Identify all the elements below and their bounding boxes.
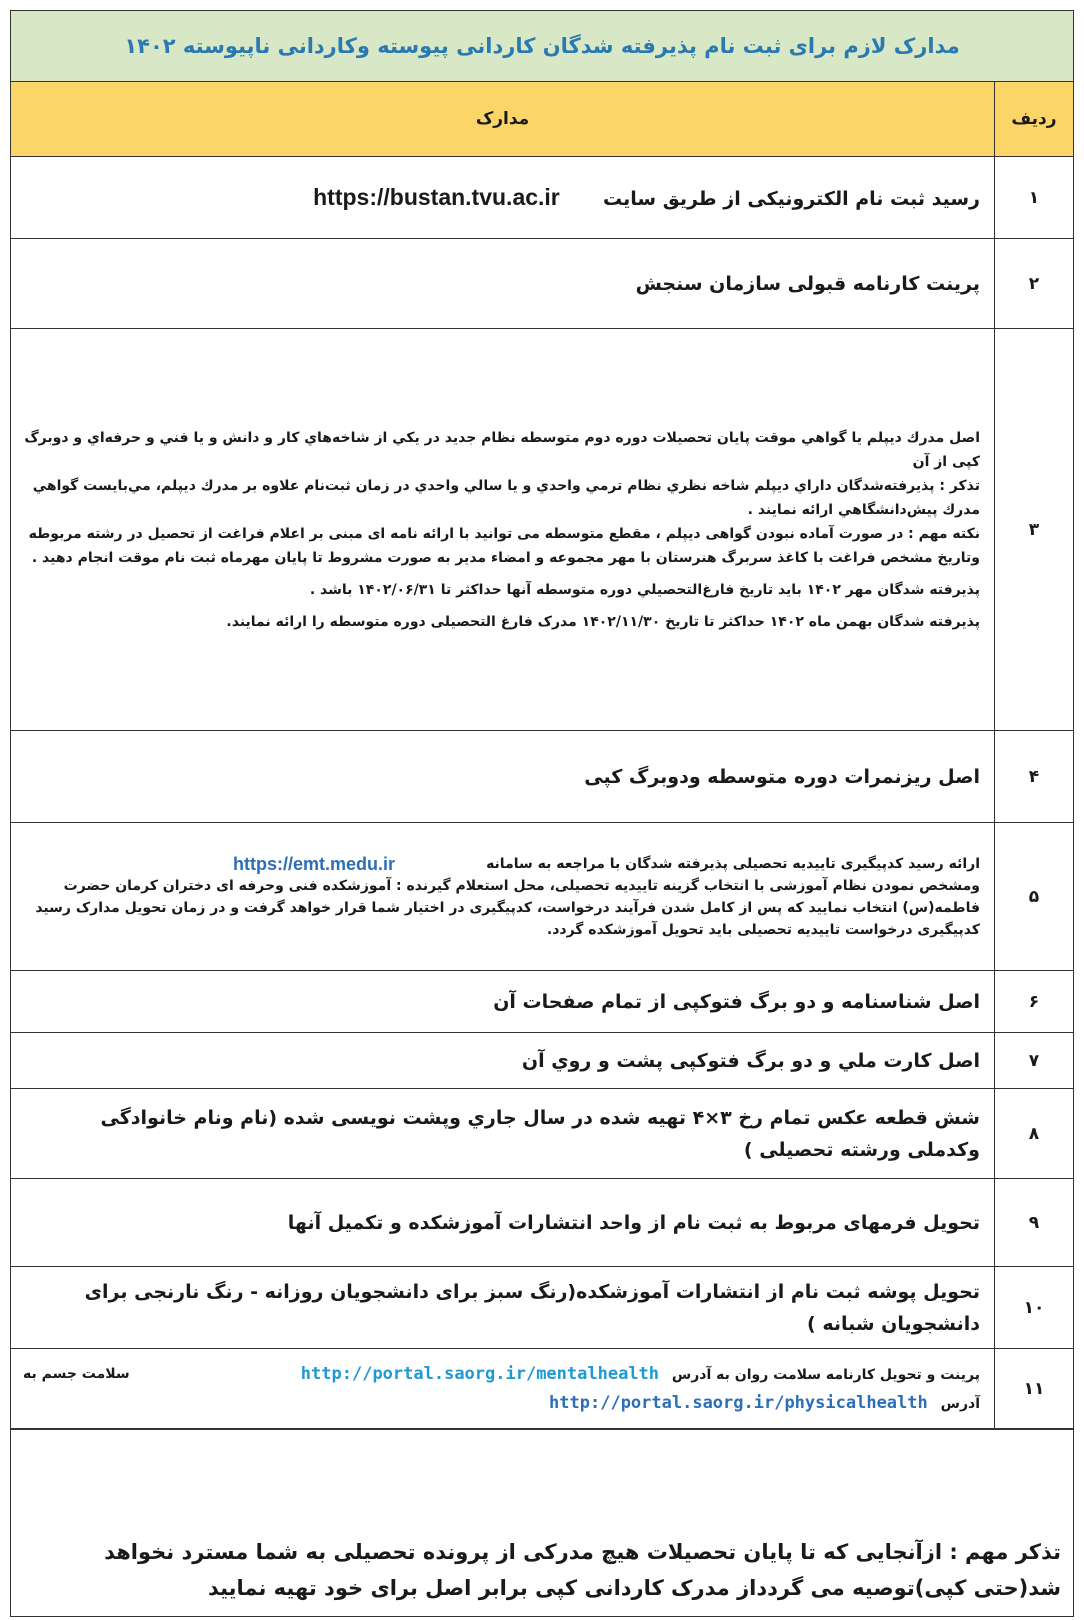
table-row xyxy=(11,1089,1073,1179)
row-text: اصل ریزنمرات دوره متوسطه ودوبرگ کپی xyxy=(11,731,995,823)
row-text: اصل شناسنامه و دو برگ فتوکپی از تمام صفحات آن xyxy=(11,971,995,1033)
table-row xyxy=(11,823,1073,971)
row-number: ۴ xyxy=(995,731,1074,823)
row-number: ۱ xyxy=(995,157,1074,239)
row-text: شش قطعه عكس تمام رخ ۳×۴ تهيه شده در سال جاري وپشت نویسی شده (نام ونام خانوادگی وکدملی ورشته تحصیلی ) xyxy=(11,1089,995,1179)
row-number: ۹ xyxy=(995,1179,1074,1267)
row-text: ارائه رسید کدپیگیری تاییدیه تحصیلی پذیرفته شدگان با مراجعه به سامانه xyxy=(486,855,980,872)
row-text: رسید ثبت نام الکترونیکی از طریق سایت xyxy=(603,188,980,210)
emt-link[interactable]: https://emt.medu.ir xyxy=(233,853,396,874)
bustan-link[interactable]: https://bustan.tvu.ac.ir xyxy=(313,184,560,210)
row-text: تحویل فرمهای مربوط به ثبت نام از واحد انتشارات آموزشکده و تکمیل آنها xyxy=(11,1179,995,1267)
row-number: ۱۱ xyxy=(995,1349,1074,1429)
table-header-row xyxy=(11,82,1073,157)
row-text: پرینت و تحویل کارنامه سلامت روان به آدرس xyxy=(671,1366,980,1383)
table-row xyxy=(11,971,1073,1033)
header-row-number: ردیف xyxy=(995,82,1074,157)
row-text: ومشخص نمودن نظام آموزشی با انتخاب گزینه تاییدیه تحصیلی، محل استعلام گیرنده : آموزشکده فنی وحرفه ای دختران کرمان حضرت فاطمه(س) انتخاب نمایید که پس از کامل شدن فرآیند درخواست، کدپیگیری در اختیار شما قرار خواهد گرفت و در زمان تحویل مدارک رسید کدپیگیری درخواست تاییدیه تحصیلی باید تحویل آموزشکده گردد. xyxy=(35,877,980,938)
row-number: ۵ xyxy=(995,823,1074,971)
document xyxy=(10,10,1074,1617)
footer-text: تذکر مهم : ازآنجایی که تا پایان تحصیلات هیچ مدرکی از پرونده تحصیلی به شما مسترد نخواهد شد(حتی کپی)توصیه می گردداز مدرک کاردانی کپی برابر اصل برای خود تهیه نمایید xyxy=(104,1540,1061,1600)
header-documents: مدارک xyxy=(11,82,995,157)
table-row xyxy=(11,239,1073,329)
table-row xyxy=(11,1033,1073,1089)
row-text: تحویل پوشه ثبت نام از انتشارات آموزشکده(رنگ سبز برای دانشجویان روزانه - رنگ نارنجی برای دانشجویان شبانه ) xyxy=(11,1267,995,1349)
table-row xyxy=(11,1267,1073,1349)
table-row xyxy=(11,157,1073,239)
footer-note xyxy=(11,1429,1073,1616)
row-text: آدرس xyxy=(940,1395,980,1412)
row-number: ۳ xyxy=(995,329,1074,731)
table-row xyxy=(11,329,1073,731)
diploma-text: اصل مدرك ديپلم يا گواهي موقت پايان تحصيلات دوره دوم متوسطه نظام جديد در يكي از شاخه‌هاي كار و دانش و يا فني و حرفه‌اي و دوبرگ کپی از آن xyxy=(24,429,980,470)
bahman-deadline-text: پذیرفته شدگان بهمن ماه ۱۴۰۲ حداکثر تا تاریخ ۱۴۰۲/۱۱/۳۰ مدرک فارغ التحصیلی دوره متوسطه را ارائه نمایند. xyxy=(226,613,980,630)
physical-health-link[interactable]: http://portal.saorg.ir/physicalhealth xyxy=(549,1392,928,1413)
row-number: ۸ xyxy=(995,1089,1074,1179)
row-text: اصل كارت ملي و دو برگ فتوكپی پشت و روي آن xyxy=(11,1033,995,1089)
table-row xyxy=(11,1349,1073,1429)
row-text: سلامت جسم به xyxy=(23,1366,130,1382)
reminder-text: تذكر : پذيرفته‌شدگان داراي ديپلم شاخه نظري نظام ترمي واحدي و يا سالي واحدي در زمان ثبت‌نام علاوه بر مدرك ديپلم، مي‌بايست گواهي مدرك پيش‌دانشگاهي ارائه نمايند . xyxy=(32,477,980,518)
row-text: پرینت کارنامه قبولی سازمان سنجش xyxy=(11,239,995,329)
mental-health-link[interactable]: http://portal.saorg.ir/mentalhealth xyxy=(300,1363,660,1384)
table-row xyxy=(11,731,1073,823)
row-number: ۷ xyxy=(995,1033,1074,1089)
mehr-deadline-text: پذیرفته شدگان مهر ۱۴۰۲ باید تاریخ فارغ‌التحصيلي دوره متوسطه آنها حداکثر تا ۱۴۰۲/۰۶/۳۱ باشد . xyxy=(309,581,980,598)
table-row xyxy=(11,1179,1073,1267)
row-number: ۶ xyxy=(995,971,1074,1033)
row-number: ۲ xyxy=(995,239,1074,329)
important-note-text: نکته مهم : در صورت آماده نبودن گواهی دیپلم ، مقطع متوسطه می توانید با ارائه نامه ای مبنی بر اعلام فراغت از تحصیل در رشته مربوطه وتاریخ مشخص فراغت با کاغذ سربرگ هنرستان با مهر مجموعه و امضاء مدیر به صورت مشروط تا پایان مهرماه ثبت نام موقت انجام دهید . xyxy=(28,525,980,566)
row-number: ۱۰ xyxy=(995,1267,1074,1349)
page-title: مدارک لازم برای ثبت نام پذیرفته شدگان کاردانی پیوسته وکاردانی ناپیوسته ۱۴۰۲ xyxy=(11,11,1073,82)
documents-table xyxy=(11,82,1073,1429)
